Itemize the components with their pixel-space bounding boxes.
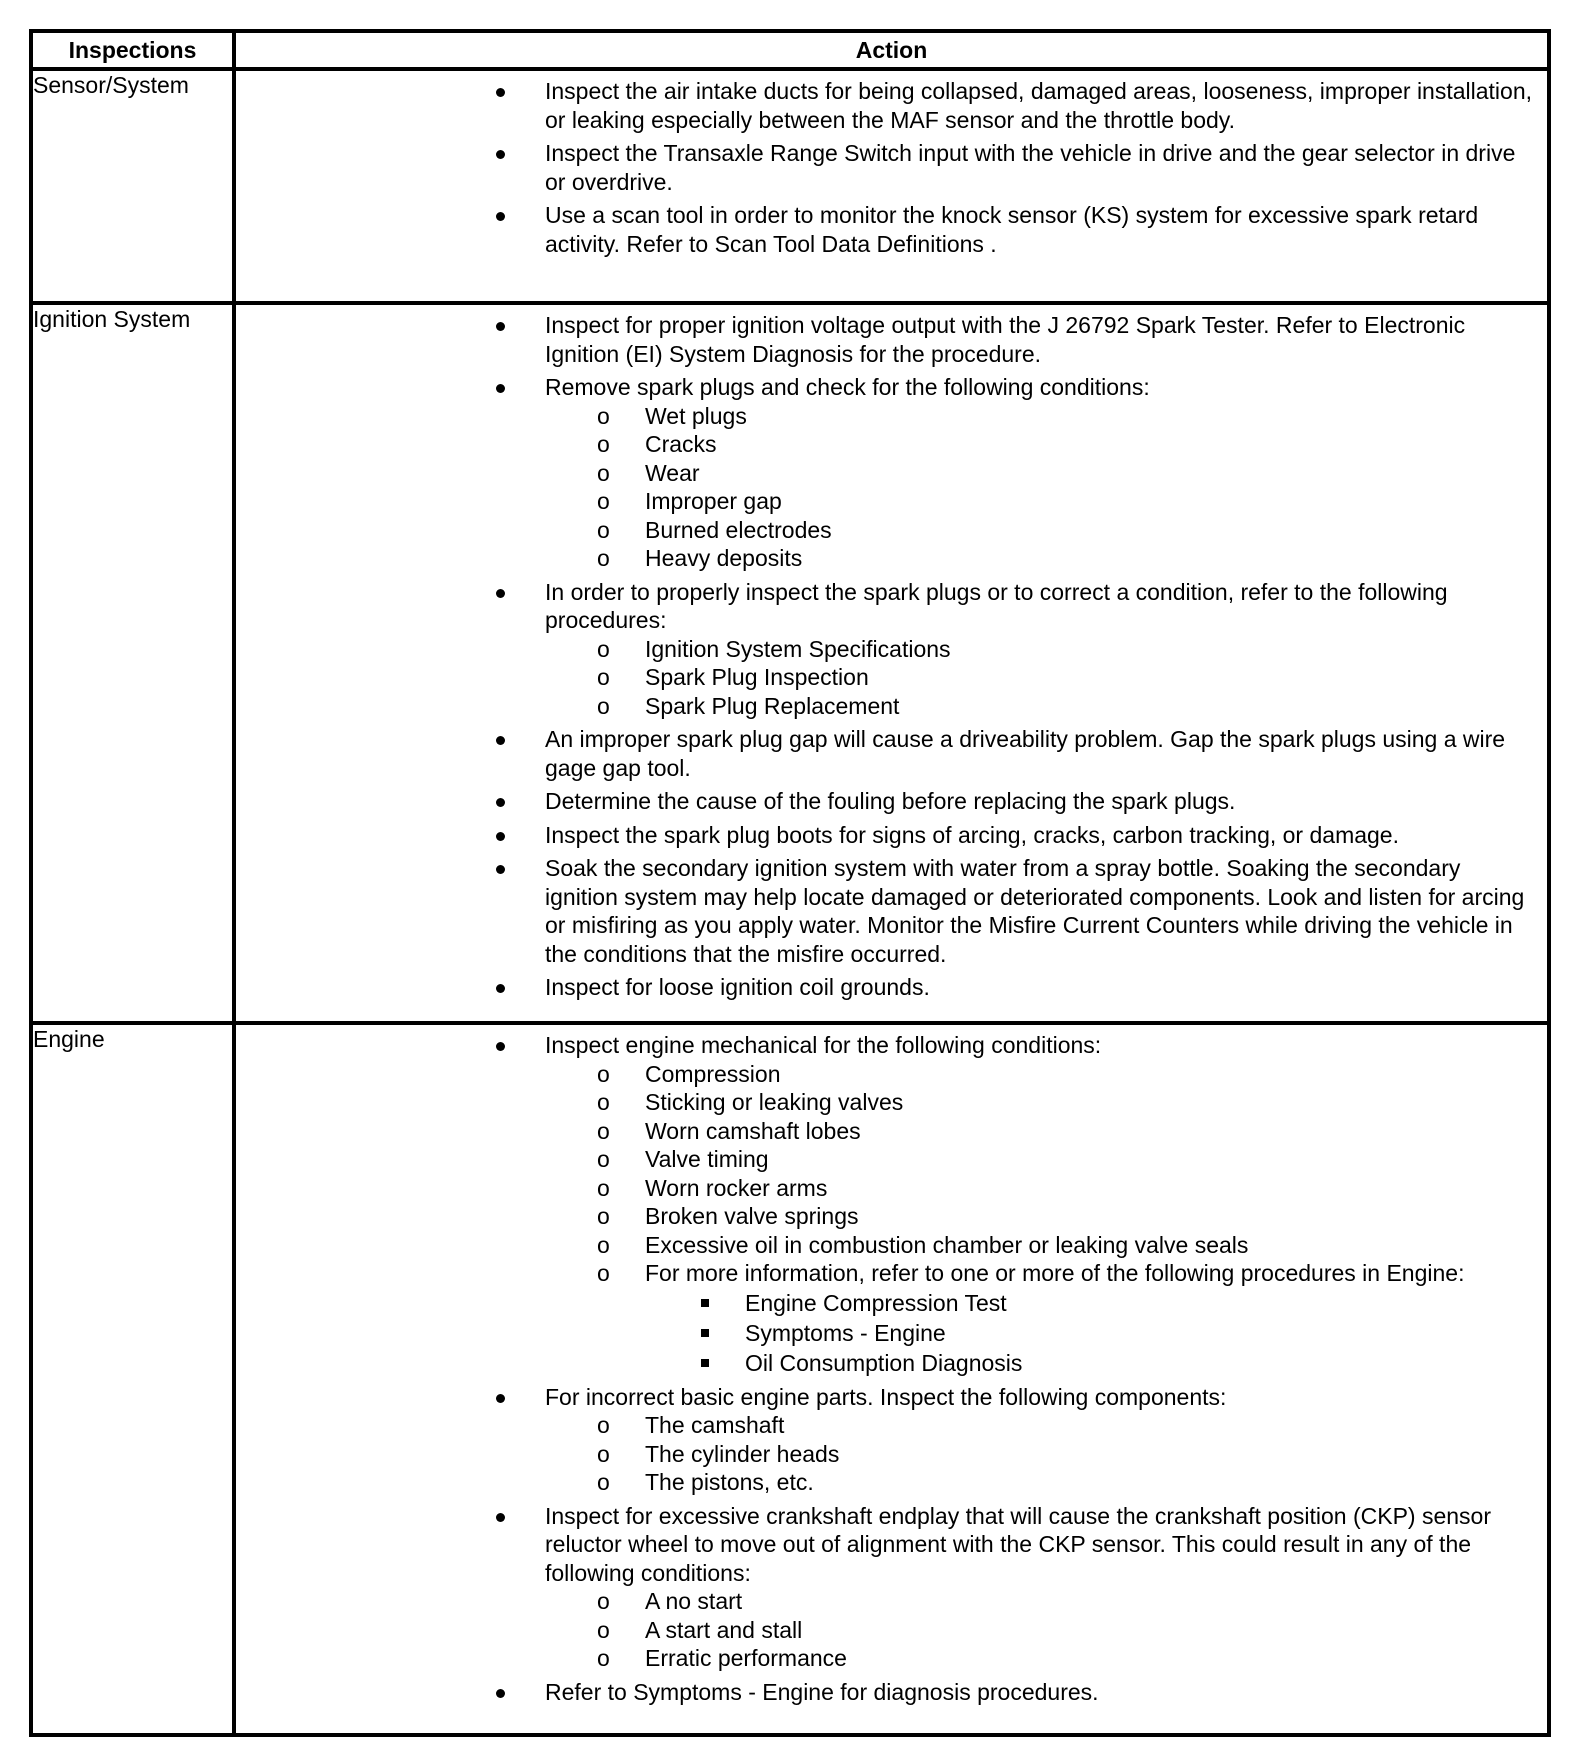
sub-list-item: o Excessive oil in combustion chamber or leaking valve seals <box>645 1231 1537 1260</box>
sub-list-item: o Worn camshaft lobes <box>645 1117 1537 1146</box>
sub-list <box>545 1060 1537 1378</box>
sub-list-item: o Wet plugs <box>645 402 1537 431</box>
sub-list-item: o Burned electrodes <box>645 516 1537 545</box>
list-item: For incorrect basic engine parts. Inspect the following components: o The camshaft o The cylinder heads o The pistons, etc. <box>236 1383 1547 1497</box>
inspection-cell: Sensor/System <box>31 69 234 303</box>
action-list <box>236 77 1547 258</box>
list-item: Inspect engine mechanical for the following conditions: o Compression o Sticking or leaking valves o Worn camshaft lobes o Valve timing o Worn rocker arms o Broken valve springs o Excessive oil in combustion chamber or leaking valve seals o For more information, refer to one or more of the following procedures in Engine: Engine Compression Test Symptoms - Engine Oil Consumption Diagnosis <box>236 1031 1547 1378</box>
action-list <box>236 1031 1547 1706</box>
action-cell <box>234 303 1549 1023</box>
inspection-cell: Ignition System <box>31 303 234 1023</box>
inspection-table <box>29 29 1551 1737</box>
list-item: Inspect the air intake ducts for being collapsed, damaged areas, looseness, improper installation, or leaking especially between the MAF sensor and the throttle body. <box>236 77 1547 134</box>
table-row-engine <box>31 1023 1549 1735</box>
sub-list-item: o A start and stall <box>645 1616 1537 1645</box>
list-item: Inspect for proper ignition voltage output with the J 26792 Spark Tester. Refer to Electronic Ignition (EI) System Diagnosis for the procedure. <box>236 311 1547 368</box>
sub-list-item: o The pistons, etc. <box>645 1468 1537 1497</box>
header-action: Action <box>234 31 1549 69</box>
table-row-ignition-system <box>31 303 1549 1023</box>
sub-list-item: o The cylinder heads <box>645 1440 1537 1469</box>
sub-list-item: o Worn rocker arms <box>645 1174 1537 1203</box>
list-item: Inspect for excessive crankshaft endplay that will cause the crankshaft position (CKP) sensor reluctor wheel to move out of alignment with the CKP sensor. This could result in any of the following conditions: o A no start o A start and stall o Erratic performance <box>236 1502 1547 1673</box>
list-item: Remove spark plugs and check for the following conditions: o Wet plugs o Cracks o Wear o Improper gap o Burned electrodes o Heavy deposits <box>236 373 1547 573</box>
sub-list-item: o Sticking or leaking valves <box>645 1088 1537 1117</box>
list-item: Inspect the spark plug boots for signs of arcing, cracks, carbon tracking, or damage. <box>236 821 1547 850</box>
sub-list-item: o The camshaft <box>645 1411 1537 1440</box>
list-item: Refer to Symptoms - Engine for diagnosis procedures. <box>236 1678 1547 1707</box>
sub-list-item: o Ignition System Specifications <box>645 635 1537 664</box>
inspection-cell: Engine <box>31 1023 234 1735</box>
list-item: Use a scan tool in order to monitor the knock sensor (KS) system for excessive spark retard activity. Refer to Scan Tool Data Definitions . <box>236 201 1547 258</box>
list-item: In order to properly inspect the spark plugs or to correct a condition, refer to the following procedures: o Ignition System Specifications o Spark Plug Inspection o Spark Plug Replacement <box>236 578 1547 721</box>
list-item: Determine the cause of the fouling before replacing the spark plugs. <box>236 787 1547 816</box>
sub-list-item: o Heavy deposits <box>645 544 1537 573</box>
sub-list-item: o Valve timing <box>645 1145 1537 1174</box>
sub-list-item: o For more information, refer to one or more of the following procedures in Engine: Engine Compression Test Symptoms - Engine Oil Consumption Diagnosis <box>645 1259 1537 1378</box>
sub-sub-list-item: Oil Consumption Diagnosis <box>745 1348 1537 1378</box>
sub-sub-list-item: Engine Compression Test <box>745 1288 1537 1318</box>
sub-list-item: o Broken valve springs <box>645 1202 1537 1231</box>
sub-list-item: o Improper gap <box>645 487 1537 516</box>
table-row-sensor-system <box>31 69 1549 303</box>
action-cell <box>234 1023 1549 1735</box>
sub-list-item: o Wear <box>645 459 1537 488</box>
list-item: Soak the secondary ignition system with water from a spray bottle. Soaking the secondary ignition system may help locate damaged or deteriorated components. Look and listen for arcing or misfiring as you apply water. Monitor the Misfire Current Counters while driving the vehicle in the conditions that the misfire occurred. <box>236 854 1547 968</box>
sub-list <box>545 1587 1537 1673</box>
action-list <box>236 311 1547 1002</box>
sub-list <box>545 1411 1537 1497</box>
table-header-row <box>31 31 1549 69</box>
action-cell <box>234 69 1549 303</box>
list-item: An improper spark plug gap will cause a driveability problem. Gap the spark plugs using a wire gage gap tool. <box>236 725 1547 782</box>
sub-sub-list <box>645 1288 1537 1378</box>
list-item: Inspect for loose ignition coil grounds. <box>236 973 1547 1002</box>
sub-list <box>545 635 1537 721</box>
sub-list-item: o Spark Plug Inspection <box>645 663 1537 692</box>
sub-list-item: o A no start <box>645 1587 1537 1616</box>
sub-list-item: o Compression <box>645 1060 1537 1089</box>
sub-list-item: o Spark Plug Replacement <box>645 692 1537 721</box>
sub-list-item: o Cracks <box>645 430 1537 459</box>
header-inspections: Inspections <box>31 31 234 69</box>
sub-sub-list-item: Symptoms - Engine <box>745 1318 1537 1348</box>
list-item: Inspect the Transaxle Range Switch input with the vehicle in drive and the gear selector in drive or overdrive. <box>236 139 1547 196</box>
sub-list-item: o Erratic performance <box>645 1644 1537 1673</box>
sub-list <box>545 402 1537 573</box>
